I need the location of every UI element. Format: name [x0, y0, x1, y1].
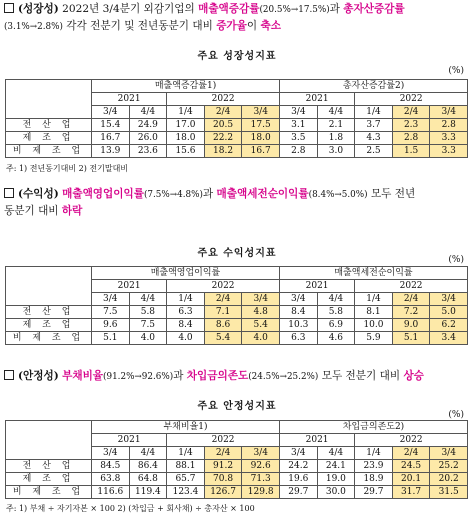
quarter-header: 3/4	[430, 447, 468, 460]
table-row	[6, 119, 468, 132]
table-cell: 84.5	[92, 460, 130, 473]
table-cell: 6.9	[317, 319, 355, 332]
year-header: 2022	[355, 280, 468, 293]
table-cell: 7.5	[92, 306, 130, 319]
table-cell: 24.5	[392, 460, 430, 473]
quarter-header: 2/4	[392, 293, 430, 306]
table-cell: 16.7	[242, 145, 280, 158]
table-cell: 116.6	[92, 486, 130, 499]
table-title-stability: 주요 안정성지표	[197, 401, 277, 412]
table-cell: 20.2	[430, 473, 468, 486]
table-cell: 92.6	[242, 460, 280, 473]
table-cell: 91.2	[204, 460, 242, 473]
table-cell: 20.5	[204, 119, 242, 132]
table-cell: 10.0	[355, 319, 393, 332]
checkbox-bullet-icon	[4, 188, 14, 198]
table-cell: 126.7	[204, 486, 242, 499]
table-corner-cell	[6, 267, 92, 306]
growth-table	[5, 79, 468, 158]
table-cell: 5.0	[430, 306, 468, 319]
table-cell: 20.1	[392, 473, 430, 486]
table-title-growth: 주요 성장성지표	[197, 51, 277, 62]
table-cell: 2.8	[430, 119, 468, 132]
table-row	[6, 486, 468, 499]
quarter-header: 4/4	[317, 293, 355, 306]
table-cell: 26.0	[129, 132, 167, 145]
table-cell: 16.7	[92, 132, 130, 145]
group-header: 총자산증감률2)	[280, 80, 468, 93]
quarter-header: 4/4	[317, 447, 355, 460]
table-cell: 2.3	[392, 119, 430, 132]
table-cell: 5.4	[204, 332, 242, 345]
table-cell: 18.2	[204, 145, 242, 158]
table-cell: 4.8	[242, 306, 280, 319]
table-cell: 15.6	[167, 145, 205, 158]
table-title-profitability: 주요 수익성지표	[197, 248, 277, 259]
table-cell: 8.4	[279, 306, 317, 319]
quarter-header: 2/4	[204, 447, 242, 460]
table-cell: 4.0	[167, 332, 205, 345]
table-cell: 7.1	[204, 306, 242, 319]
quarter-header: 3/4	[92, 106, 130, 119]
table-cell: 31.5	[430, 486, 468, 499]
year-header: 2021	[279, 280, 354, 293]
quarter-header: 4/4	[129, 293, 167, 306]
row-label: 비 제 조 업	[6, 145, 92, 158]
table-cell: 15.4	[92, 119, 130, 132]
table-cell: 8.6	[204, 319, 242, 332]
profitability-paragraph: (수익성) 매출액영업이익률(7.5%→4.8%)과 매출액세전순이익률(8.4%→5.0%) 모두 전년 동분기 대비 하락	[4, 188, 416, 217]
year-header: 2021	[280, 93, 355, 106]
table-cell: 63.8	[92, 473, 130, 486]
table-cell: 4.3	[355, 132, 393, 145]
table-cell: 5.8	[129, 306, 167, 319]
table-cell: 3.1	[280, 119, 318, 132]
table-cell: 31.7	[392, 486, 430, 499]
table-cell: 64.8	[129, 473, 167, 486]
table-cell: 70.8	[204, 473, 242, 486]
table-cell: 88.1	[167, 460, 205, 473]
row-label: 비 제 조 업	[6, 332, 92, 345]
header-row-groups	[6, 421, 468, 434]
checkbox-bullet-icon	[4, 370, 14, 380]
table-cell: 8.4	[167, 319, 205, 332]
table-cell: 25.2	[430, 460, 468, 473]
table-cell: 6.3	[279, 332, 317, 345]
table-corner-cell	[6, 80, 92, 119]
table-row	[6, 332, 468, 345]
quarter-header: 1/4	[355, 293, 393, 306]
year-header: 2021	[279, 434, 354, 447]
table-cell: 9.0	[392, 319, 430, 332]
table-row	[6, 306, 468, 319]
quarter-header: 3/4	[92, 293, 130, 306]
year-header: 2021	[92, 280, 167, 293]
quarter-header: 2/4	[392, 447, 430, 460]
quarter-header: 3/4	[279, 293, 317, 306]
table-cell: 17.5	[242, 119, 280, 132]
year-header: 2022	[167, 280, 280, 293]
quarter-header: 2/4	[204, 106, 242, 119]
header-row-groups	[6, 80, 468, 93]
table-row	[6, 473, 468, 486]
group-header: 매출액세전순이익률	[279, 267, 467, 280]
group-header: 매출액증감률1)	[92, 80, 280, 93]
table-row	[6, 319, 468, 332]
year-header: 2022	[355, 434, 468, 447]
year-header: 2021	[92, 93, 167, 106]
table-cell: 5.4	[242, 319, 280, 332]
table-cell: 18.0	[167, 132, 205, 145]
table-cell: 3.4	[430, 332, 468, 345]
group-header: 매출액영업이익률	[92, 267, 280, 280]
table-cell: 29.7	[279, 486, 317, 499]
table-cell: 24.2	[279, 460, 317, 473]
table-cell: 29.7	[355, 486, 393, 499]
table-row	[6, 132, 468, 145]
table-cell: 5.9	[355, 332, 393, 345]
table-cell: 86.4	[129, 460, 167, 473]
table-corner-cell	[6, 421, 92, 460]
table-cell: 2.8	[280, 145, 318, 158]
row-label: 제 조 업	[6, 319, 92, 332]
table-cell: 24.1	[317, 460, 355, 473]
quarter-header: 3/4	[242, 447, 280, 460]
year-header: 2022	[167, 434, 280, 447]
table-cell: 5.1	[392, 332, 430, 345]
table-cell: 5.1	[92, 332, 130, 345]
row-label: 제 조 업	[6, 473, 92, 486]
quarter-header: 3/4	[92, 447, 130, 460]
unit-label-stability: (%)	[448, 410, 464, 420]
stability-footnote: 주: 1) 부채 ÷ 자기자본 × 100 2) (차입금 + 회사채) ÷ 총자산 × 100	[6, 504, 255, 513]
row-label: 전 산 업	[6, 306, 92, 319]
checkbox-bullet-icon	[4, 3, 14, 13]
table-cell: 1.5	[392, 145, 430, 158]
table-cell: 23.9	[355, 460, 393, 473]
growth-footnote: 주: 1) 전년동기대비 2) 전기말대비	[6, 164, 129, 173]
table-cell: 4.0	[129, 332, 167, 345]
table-cell: 17.0	[167, 119, 205, 132]
table-cell: 6.2	[430, 319, 468, 332]
stability-paragraph: (안정성) 부채비율(91.2%→92.6%)과 차입금의존도(24.5%→25.2%) 모두 전분기 대비 상승	[4, 369, 470, 386]
quarter-header: 2/4	[204, 293, 242, 306]
row-label: 전 산 업	[6, 460, 92, 473]
table-cell: 13.9	[92, 145, 130, 158]
table-cell: 4.0	[242, 332, 280, 345]
table-cell: 2.8	[392, 132, 430, 145]
table-cell: 2.1	[317, 119, 355, 132]
quarter-header: 1/4	[167, 447, 205, 460]
year-header: 2022	[167, 93, 280, 106]
quarter-header: 1/4	[355, 447, 393, 460]
table-cell: 123.4	[167, 486, 205, 499]
table-cell: 22.2	[204, 132, 242, 145]
profitability-table	[5, 266, 468, 345]
table-cell: 6.3	[167, 306, 205, 319]
table-cell: 8.1	[355, 306, 393, 319]
table-cell: 3.3	[430, 132, 468, 145]
quarter-header: 4/4	[129, 106, 167, 119]
table-cell: 65.7	[167, 473, 205, 486]
growth-paragraph: (성장성) 2022년 3/4분기 외감기업의 매출액증감률(20.5%→17.5%)과 총자산증감률 (3.1%→2.8%) 각각 전분기 및 전년동분기 대비 증가율이 축소	[4, 3, 405, 32]
group-header: 차입금의존도2)	[279, 421, 467, 434]
table-cell: 71.3	[242, 473, 280, 486]
quarter-header: 1/4	[167, 106, 205, 119]
unit-label-profitability: (%)	[448, 255, 464, 265]
quarter-header: 2/4	[392, 106, 430, 119]
table-cell: 18.0	[242, 132, 280, 145]
unit-label-growth: (%)	[448, 66, 464, 76]
quarter-header: 3/4	[242, 293, 280, 306]
group-header: 부채비율1)	[92, 421, 280, 434]
row-label: 제 조 업	[6, 132, 92, 145]
table-cell: 5.8	[317, 306, 355, 319]
year-header: 2022	[355, 93, 468, 106]
quarter-header: 1/4	[167, 293, 205, 306]
quarter-header: 3/4	[242, 106, 280, 119]
table-row	[6, 460, 468, 473]
table-cell: 7.2	[392, 306, 430, 319]
table-cell: 30.0	[317, 486, 355, 499]
table-cell: 19.6	[279, 473, 317, 486]
table-cell: 129.8	[242, 486, 280, 499]
table-cell: 10.3	[279, 319, 317, 332]
table-row	[6, 145, 468, 158]
quarter-header: 3/4	[280, 106, 318, 119]
table-cell: 24.9	[129, 119, 167, 132]
quarter-header: 4/4	[317, 106, 355, 119]
quarter-header: 4/4	[129, 447, 167, 460]
table-cell: 3.0	[317, 145, 355, 158]
stability-table	[5, 420, 468, 499]
table-cell: 7.5	[129, 319, 167, 332]
table-cell: 4.6	[317, 332, 355, 345]
table-cell: 119.4	[129, 486, 167, 499]
header-row-groups	[6, 267, 468, 280]
quarter-header: 3/4	[430, 293, 468, 306]
year-header: 2021	[92, 434, 167, 447]
table-cell: 19.0	[317, 473, 355, 486]
table-cell: 18.9	[355, 473, 393, 486]
table-cell: 3.7	[355, 119, 393, 132]
table-cell: 1.8	[317, 132, 355, 145]
quarter-header: 3/4	[279, 447, 317, 460]
quarter-header: 3/4	[430, 106, 468, 119]
table-cell: 3.3	[430, 145, 468, 158]
table-cell: 2.5	[355, 145, 393, 158]
table-cell: 3.5	[280, 132, 318, 145]
row-label: 비 제 조 업	[6, 486, 92, 499]
quarter-header: 1/4	[355, 106, 393, 119]
row-label: 전 산 업	[6, 119, 92, 132]
table-cell: 23.6	[129, 145, 167, 158]
table-cell: 9.6	[92, 319, 130, 332]
